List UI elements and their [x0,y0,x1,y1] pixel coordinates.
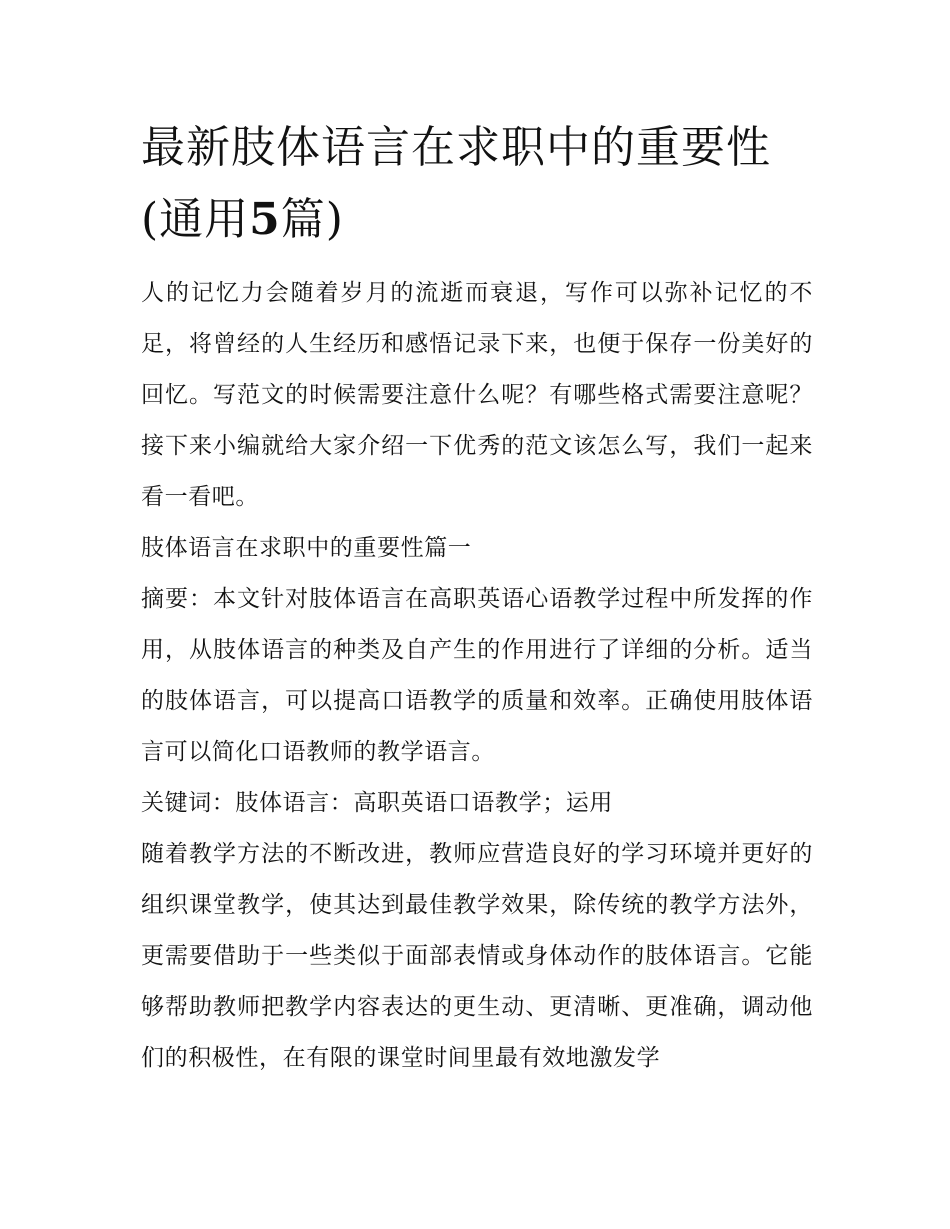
title-suffix: 篇) [280,194,344,245]
title-number: 5 [249,194,281,245]
title-text: 最新肢体语言在求职中的重要性(通用 [141,122,771,245]
document-body [141,112,813,1084]
abstract-paragraph: 摘要：本文针对肢体语言在高职英语心语教学过程中所发挥的作用，从肢体语言的种类及自产生的作用进行了详细的分析。适当的肢体语言，可以提高口语教学的质量和效率。正确使用肢体语言可以简化口语教师的教学语言。 [141,586,813,765]
section-heading: 肢体语言在求职中的重要性篇一 [141,535,472,561]
keywords-paragraph: 关键词：肢体语言：高职英语口语教学；运用 [141,790,613,816]
document-title [141,112,813,256]
body-paragraph: 随着教学方法的不断改进，教师应营造良好的学习环境并更好的组织课堂教学，使其达到最佳教学效果，除传统的教学方法外，更需要借助于一些类似于面部表情或身体动作的肢体语言。它能够帮助教师把教学内容表达的更生动、更清晰、更准确，调动他们的积极性，在有限的课堂时间里最有效地激发学 [141,841,813,1071]
intro-paragraph: 人的记忆力会随着岁月的流逝而衰退，写作可以弥补记忆的不足，将曾经的人生经历和感悟记录下来，也便于保存一份美好的回忆。写范文的时候需要注意什么呢？有哪些格式需要注意呢？接下来小编就给大家介绍一下优秀的范文该怎么写，我们一起来看一看吧。 [141,280,813,510]
